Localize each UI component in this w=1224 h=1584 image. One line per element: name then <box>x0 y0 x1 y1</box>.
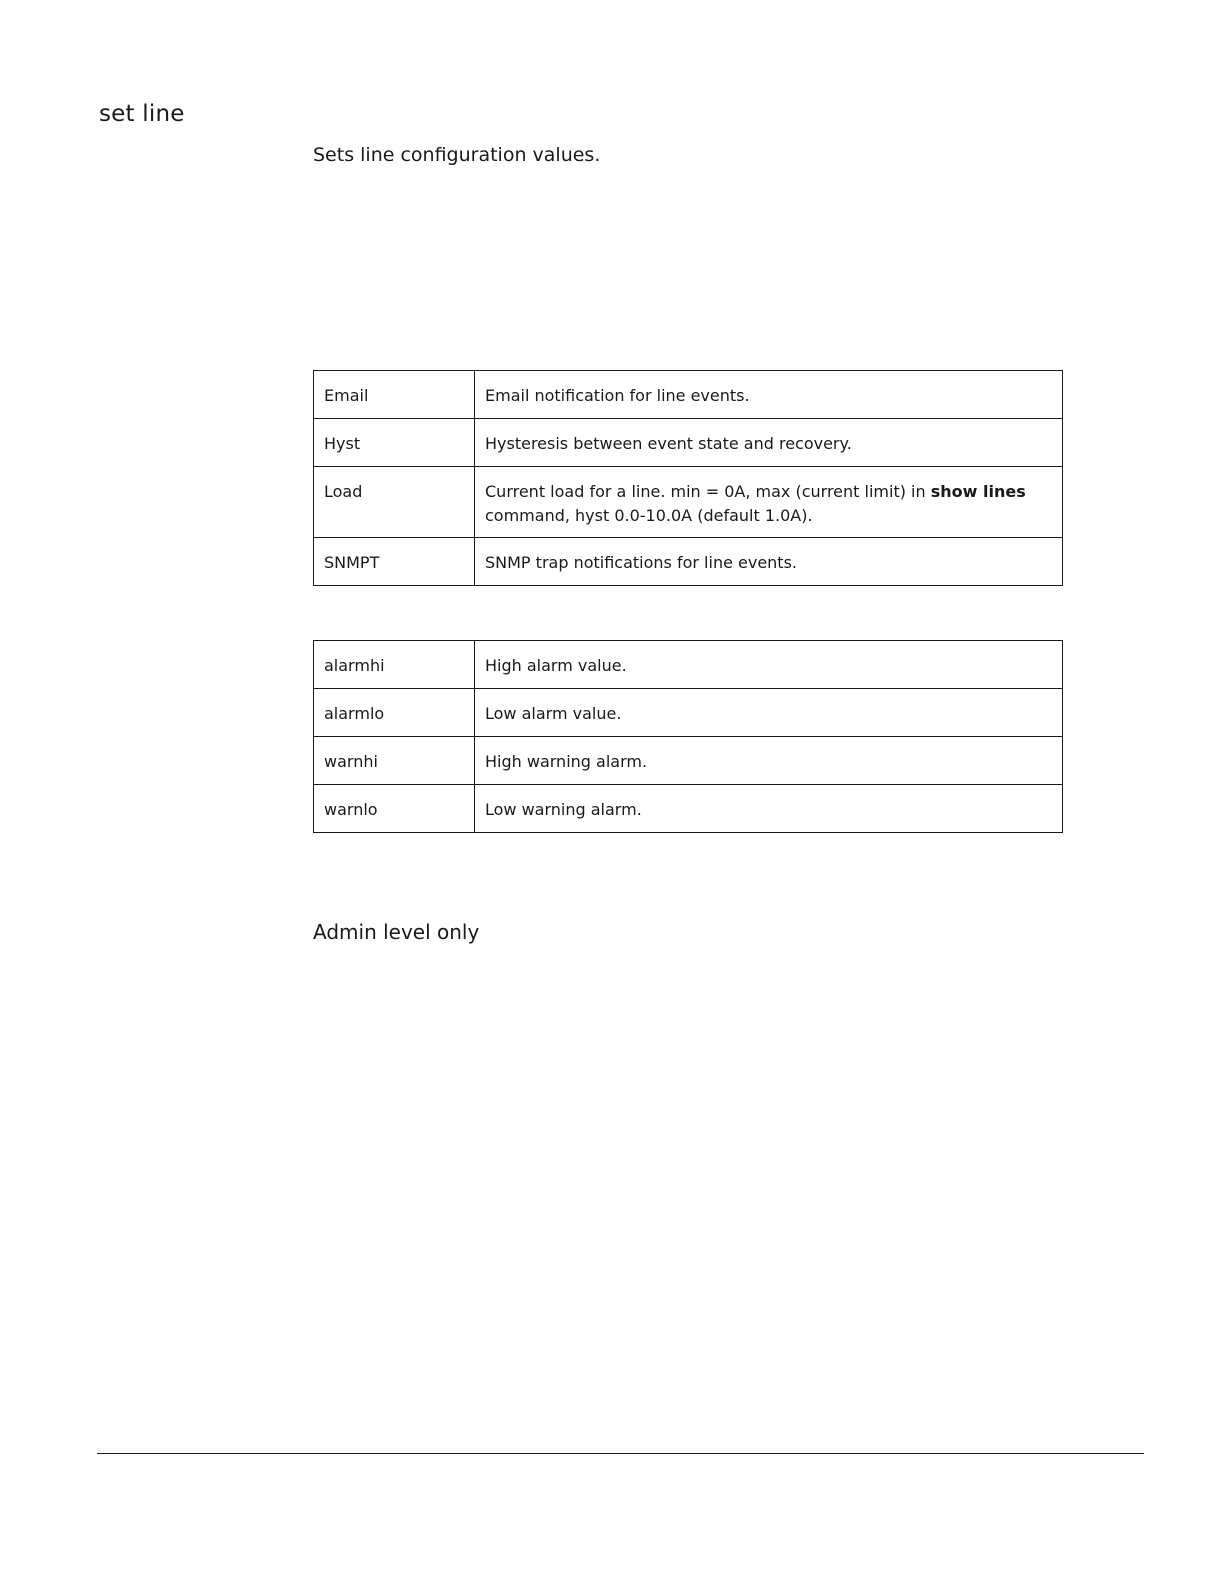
description-text: Current load for a line. min = 0A, max (current limit) in <box>485 482 931 501</box>
table-row <box>314 641 1063 689</box>
threshold-name: alarmhi <box>314 641 475 689</box>
threshold-name: warnlo <box>314 785 475 833</box>
threshold-description: High warning alarm. <box>475 737 1063 785</box>
table-row <box>314 785 1063 833</box>
threshold-description: High alarm value. <box>475 641 1063 689</box>
option-name: Email <box>314 371 475 419</box>
table-row <box>314 467 1063 538</box>
table-row <box>314 538 1063 586</box>
command-reference: show lines <box>930 482 1026 501</box>
threshold-description: Low alarm value. <box>475 689 1063 737</box>
option-name: Hyst <box>314 419 475 467</box>
threshold-name: alarmlo <box>314 689 475 737</box>
table-row <box>314 689 1063 737</box>
option-name: SNMPT <box>314 538 475 586</box>
option-description: SNMP trap notifications for line events. <box>475 538 1063 586</box>
thresholds-table <box>313 640 1063 833</box>
access-level-note: Admin level only <box>313 920 480 944</box>
table-row <box>314 419 1063 467</box>
command-description: Sets line configuration values. <box>313 144 601 166</box>
option-description <box>475 467 1063 538</box>
option-description: Email notification for line events. <box>475 371 1063 419</box>
table-row <box>314 371 1063 419</box>
table-row <box>314 737 1063 785</box>
options-table <box>313 370 1063 586</box>
description-text: command, hyst 0.0-10.0A (default 1.0A). <box>485 506 813 525</box>
footer-divider <box>97 1453 1144 1454</box>
section-title: set line <box>99 101 185 127</box>
option-description: Hysteresis between event state and recovery. <box>475 419 1063 467</box>
option-name: Load <box>314 467 475 538</box>
threshold-description: Low warning alarm. <box>475 785 1063 833</box>
threshold-name: warnhi <box>314 737 475 785</box>
